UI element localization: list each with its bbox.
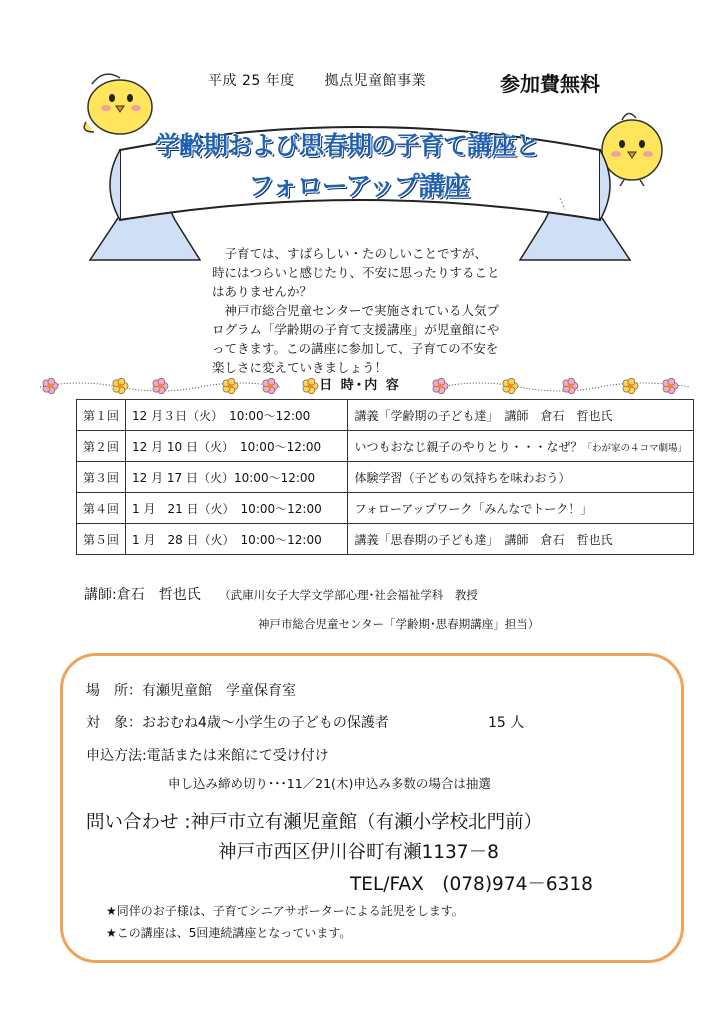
fee-label: 参加費無料: [500, 72, 600, 96]
intro-line: 楽しさに変えていきましょう！: [212, 360, 388, 375]
contact-label: 問い合わせ: [86, 812, 179, 833]
session-content: 講義「学齢期の子ども達」 講師 倉石 哲也氏: [348, 400, 694, 431]
contact-org: :神戸市立有瀬児童館（有瀬小学校北門前）: [184, 812, 543, 833]
lecturer-role: 神戸市総合児童センター「学齢期･思春期講座」担当）: [258, 617, 540, 631]
table-row: [77, 462, 694, 493]
title-line-2: フォローアップ講座: [248, 172, 469, 202]
intro-text: [212, 244, 532, 377]
session-content-cell: [348, 431, 694, 462]
flower-icon: [663, 378, 678, 394]
note-childcare: ★同伴のお子様は、子育てシニアサポーターによる託児をします。: [106, 904, 464, 918]
flower-icon: [113, 378, 128, 394]
flower-icon: [503, 378, 518, 394]
capacity-value: 15 人: [488, 715, 525, 731]
intro-line: はありませんか？: [212, 284, 313, 299]
session-content: 体験学習（子どもの気持ちを味わおう）: [348, 462, 694, 493]
table-row: [77, 431, 694, 462]
session-number: 第４回: [77, 493, 126, 524]
target-line: 対 象：おおむね4歳～小学生の子どもの保護者: [86, 715, 389, 731]
session-content: フォローアップワーク「みんなでトーク！」: [348, 493, 694, 524]
session-content: いつもおなじ親子のやりとり・・・なぜ？: [354, 439, 583, 454]
contact-address: 神戸市西区伊川谷町有瀬1137－8: [218, 842, 499, 863]
lecturer-line: [84, 584, 478, 604]
flower-icon: [623, 378, 638, 394]
header-line: [208, 70, 426, 90]
schedule-heading: 日 時･内 容: [319, 378, 401, 393]
flower-icon: [263, 378, 278, 394]
table-row: [77, 493, 694, 524]
session-date: 1 月 28 日（火） 10:00～12:00: [126, 524, 348, 555]
flower-icon: [433, 378, 448, 394]
contact-line: [86, 808, 542, 834]
session-content-note: 「わが家の４コマ劇場」: [582, 442, 687, 454]
lecturer-affiliation: （武庫川女子大学文学部心理･社会福祉学科 教授: [219, 588, 478, 602]
note-series: ★この講座は、5回連続講座となっています。: [106, 926, 352, 940]
title-line-1: 学齢期および思春期の子育て講座と: [155, 131, 540, 160]
intro-line: ログラム「学齢期の子育て支援講座」が児童館にや: [212, 322, 500, 337]
lecturer-name: 講師:倉石 哲也氏: [84, 587, 201, 603]
flower-icon: [223, 378, 238, 394]
apply-method: 申込方法:電話または来館にて受け付け: [86, 748, 329, 764]
contact-tel: TEL/FAX (078)974－6318: [350, 874, 593, 895]
project-name: 拠点児童館事業: [324, 73, 427, 89]
intro-line: 時にはつらいと感じたり、不安に思ったりすること: [212, 265, 500, 280]
session-date: 12 月３日（火） 10:00～12:00: [126, 400, 348, 431]
schedule-table: [76, 399, 694, 555]
apply-deadline: 申し込み締め切り･･･11／21(木)申込み多数の場合は抽選: [168, 776, 491, 791]
session-number: 第３回: [77, 462, 126, 493]
table-row: [77, 400, 694, 431]
intro-line: 子育ては、すばらしい・たのしいことですが、: [212, 246, 488, 261]
session-date: 12 月 10 日（火） 10:00～12:00: [126, 431, 348, 462]
session-number: 第５回: [77, 524, 126, 555]
session-number: 第２回: [77, 431, 126, 462]
flower-icon: [153, 378, 168, 394]
flower-icon: [43, 378, 58, 394]
flower-icon: [563, 378, 578, 394]
session-date: 1 月 21 日（火） 10:00～12:00: [126, 493, 348, 524]
session-number: 第１回: [77, 400, 126, 431]
session-date: 12 月 17 日（火）10:00～12:00: [126, 462, 348, 493]
intro-line: ってきます。この講座に参加して、子育ての不安を: [212, 341, 499, 356]
place-line: 場 所：有瀬児童館 学童保育室: [86, 683, 296, 699]
intro-line: 神戸市総合児童センターで実施されている人気プ: [212, 303, 500, 318]
session-content: 講義「思春期の子ども達」 講師 倉石 哲也氏: [348, 524, 694, 555]
fiscal-year: 平成 25 年度: [208, 73, 295, 89]
table-row: [77, 524, 694, 555]
